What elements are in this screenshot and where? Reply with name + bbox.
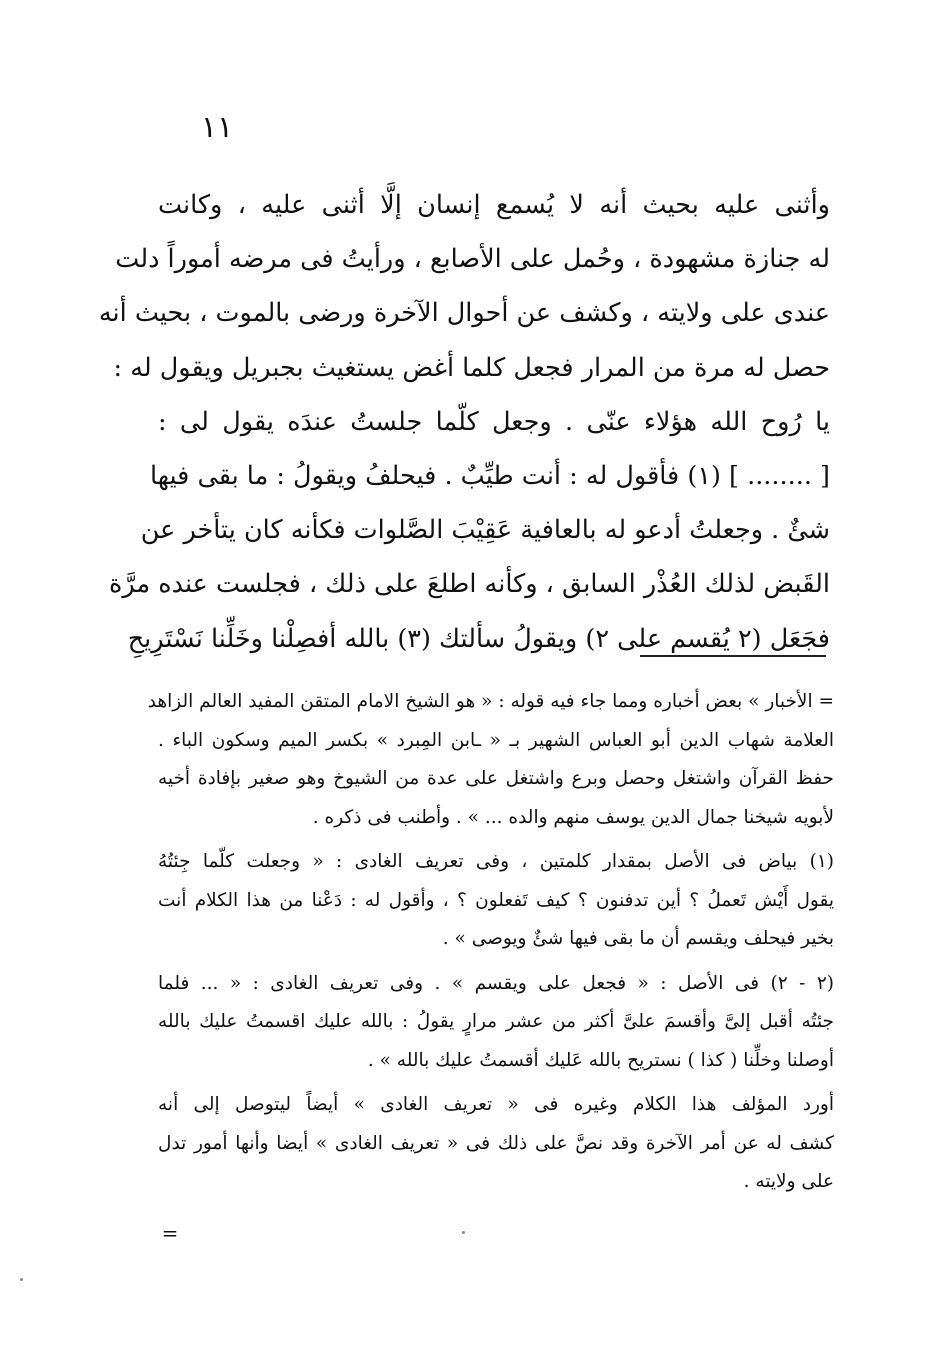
continuation-mark: = [161, 1221, 179, 1245]
main-text-line: عندى على ولايته ، وكشف عن أحوال الآخرة ورضى بالموت ، بحيث أنه [98, 298, 830, 329]
footnote-2 [158, 965, 834, 1081]
footnote-line: حفظ القرآن واشتغل وحصل وبرع واشتغل على عدة من الشيوخ وهو صغير بإفادة أخيه [158, 768, 834, 789]
scan-speck [20, 1278, 23, 1281]
footnote-line: = الأخبار » بعض أخباره ومما جاء فيه قوله : « هو الشيخ الامام المتقن المفيد العالم الزاهد [147, 691, 834, 712]
footnote-line: (١) بياض فى الأصل بمقدار كلمتين ، وفى تعريف الغادى : « وجعلت كلّما جِئتُهُ [158, 851, 834, 872]
footnotes [147, 683, 834, 1208]
footnote-line: لأبويه شيخنا جمال الدين يوسف منهم والده ... » . وأطنب فى ذكره . [312, 806, 834, 828]
main-text-line: القَبض لذلك العُذْر السابق ، وكأنه اطلعَ على ذلك ، فجلست عنده مرَّة [109, 569, 830, 600]
footnote-line: بخير فيحلف ويقسم أن ما بقى فيها شئٌ ويوصى » . [442, 928, 834, 949]
main-text-line: يا رُوح الله هؤلاء عنّى . وجعل كلّما جلستُ عندَه يقول لى : [158, 406, 830, 437]
footnote-line: أورد المؤلف هذا الكلام وغيره فى « تعريف الغادى » أيضاً ليتوصل إلى أنه [158, 1094, 834, 1115]
footnote-line: كشف له عن أمر الآخرة وقد نصَّ على ذلك فى « تعريف الغادى » أيضا وأنها أمور تدل [158, 1132, 834, 1154]
footnote-line: العلامة شهاب الدين أبو العباس الشهير بـ « ـابن المِبرد » بكسر الميم وسكون الباء . [158, 729, 834, 751]
footnote-line: يقول أَيْش تَعملُ ؟ أين تدفنون ؟ كيف تَفعلون ؟ ، وأقول له : دَعْنا من هذا الكلام أنت [158, 889, 834, 911]
footnote-line: جئتُه أقبل إلىَّ وأقسمَ علىَّ أكثر من عشر مرارٍ يقولُ : بالله عليك اقسمتُ عليك بالله [158, 1011, 834, 1032]
footnote-separator [640, 655, 826, 657]
footnote-line: (٢ - ٢) فى الأصل : « فجعل على ويقسم » . وفى تعريف الغادى : « ... فلما [158, 972, 834, 994]
main-text-line: حصل له مرة من المرار فجعل كلما أغض يستغيث بجبريل ويقول له : [113, 352, 830, 383]
main-text-line: فجَعَل (٢ يُقسم على ٢) ويقولُ سألتك (٣) بالله أفصِلْنا وخَلِّنا نَسْتَرِيحِ [127, 623, 830, 654]
main-text-line: له جنازة مشهودة ، وحُمل على الأصابع ، ورأيتُ فى مرضه أموراً دلت [115, 244, 830, 275]
footnote-line: أوصلنا وخلِّنا ( كذا ) نستريح بالله عَليك أقسمتُ عليك بالله » . [367, 1049, 834, 1071]
page-number: ١١ [200, 110, 234, 145]
footnote-line: على ولايته . [743, 1171, 834, 1192]
main-text-line: شئٌ . وجعلتُ أدعو له بالعافية عَقِيْبَ الصَّلوات فكأنه كان يتأخر عن [140, 515, 830, 546]
scan-speck [462, 1231, 465, 1234]
main-text-line: وأثنى عليه بحيث أنه لا يُسمع إنسان إلَّا أثنى عليه ، وكانت [158, 190, 830, 220]
footnote-continuation [147, 683, 834, 837]
main-text [98, 178, 830, 666]
footnote-1 [158, 843, 834, 959]
main-text-line: [ ........ ] (١) فأقول له : أنت طيِّبٌ . فيحلفُ ويقولُ : ما بقى فيها [149, 460, 830, 491]
footnote-note [158, 1086, 834, 1202]
